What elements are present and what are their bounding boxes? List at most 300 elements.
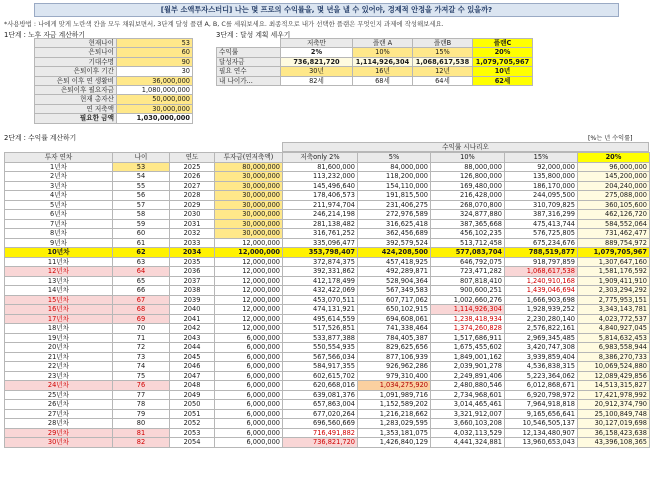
scenario-cell[interactable]: 12,000,000 [215, 295, 283, 305]
plan-cell[interactable]: 10% [353, 48, 413, 57]
scenario-cell: 2043 [170, 333, 215, 343]
scenario-row [5, 229, 650, 239]
scenario-cell: 694,608,061 [358, 314, 431, 324]
scenario-header: 나이 [113, 153, 170, 163]
scenario-row [5, 305, 650, 315]
scenario-cell: 10,546,505,137 [505, 419, 578, 429]
scenario-cell: 14년차 [5, 286, 113, 296]
scenario-cell: 324,877,880 [431, 210, 505, 220]
step1-label: 은퇴이후 기간 [35, 67, 117, 76]
scenario-cell: 1,353,181,075 [358, 428, 431, 438]
scenario-cell: 8,386,270,733 [578, 352, 650, 362]
scenario-header: 연도 [170, 153, 215, 163]
step1-row [35, 57, 193, 66]
step1-value[interactable]: 90 [117, 57, 193, 66]
scenario-cell: 677,020,264 [283, 409, 358, 419]
scenario-row [5, 286, 650, 296]
scenario-header: 투자 연차 [5, 153, 113, 163]
scenario-header: 10% [431, 153, 505, 163]
scenario-cell: 60 [113, 229, 170, 239]
scenario-cell: 4,023,772,537 [578, 314, 650, 324]
scenario-cell: 567,566,034 [283, 352, 358, 362]
scenario-cell: 80 [113, 419, 170, 429]
scenario-row [5, 428, 650, 438]
scenario-cell: 492,289,871 [358, 267, 431, 277]
unit-note: [%는 년 수익률] [588, 135, 633, 142]
scenario-cell: 71 [113, 333, 170, 343]
scenario-cell: 2027 [170, 181, 215, 191]
scenario-row [5, 162, 650, 172]
scenario-row [5, 191, 650, 201]
plan-corner [217, 39, 281, 48]
scenario-cell: 1,079,705,967 [578, 248, 650, 258]
plan-header: 플랜B [413, 39, 473, 48]
scenario-cell: 1,216,218,662 [358, 409, 431, 419]
scenario-cell: 495,614,559 [283, 314, 358, 324]
scenario-cell: 2038 [170, 286, 215, 296]
scenario-cell[interactable]: 6,000,000 [215, 352, 283, 362]
scenario-cell: 412,178,499 [283, 276, 358, 286]
scenario-cell: 457,418,925 [358, 257, 431, 267]
scenario-cell: 268,070,800 [431, 200, 505, 210]
scenario-cell: 20년차 [5, 343, 113, 353]
scenario-cell: 64 [113, 267, 170, 277]
scenario-cell[interactable]: 6,000,000 [215, 362, 283, 372]
scenario-row [5, 172, 650, 182]
plan-row-label: 필요 연수 [217, 67, 281, 76]
scenario-cell: 5년차 [5, 200, 113, 210]
scenario-cell: 2,480,880,546 [431, 381, 505, 391]
scenario-cell: 736,821,720 [283, 438, 358, 448]
scenario-cell: 517,526,851 [283, 324, 358, 334]
scenario-cell: 70 [113, 324, 170, 334]
scenario-cell: 657,863,004 [283, 400, 358, 410]
step1-value[interactable]: 53 [117, 39, 193, 48]
scenario-cell: 1,581,176,592 [578, 267, 650, 277]
scenario-cell: 26년차 [5, 400, 113, 410]
plan-cell: 1,068,617,538 [413, 57, 473, 66]
scenario-cell: 788,519,877 [505, 248, 578, 258]
scenario-cell: 63 [113, 257, 170, 267]
scenario-cell: 462,126,720 [578, 210, 650, 220]
scenario-cell: 25,100,849,748 [578, 409, 650, 419]
scenario-cell: 639,081,376 [283, 390, 358, 400]
scenario-cell[interactable]: 12,000,000 [215, 286, 283, 296]
scenario-cell: 2044 [170, 343, 215, 353]
plan-cell: 1,114,926,304 [353, 57, 413, 66]
plan-cell[interactable]: 16년 [353, 67, 413, 76]
scenario-cell: 1,517,686,911 [431, 333, 505, 343]
step1-label: 연 저축액 [35, 104, 117, 113]
scenario-cell[interactable]: 30,000,000 [215, 191, 283, 201]
scenario-cell: 1,307,647,160 [578, 257, 650, 267]
scenario-cell: 3년차 [5, 181, 113, 191]
scenario-cell: 30년차 [5, 438, 113, 448]
scenario-cell: 84,000,000 [358, 162, 431, 172]
scenario-cell: 43,396,108,365 [578, 438, 650, 448]
step1-label: 현재 총자산 [35, 95, 117, 104]
step2-title: 2단계 : 수익률 계산하기 [4, 134, 77, 142]
plan-row [217, 48, 533, 57]
scenario-row [5, 238, 650, 248]
step1-label: 은퇴 이후 연 생활비 [35, 76, 117, 85]
scenario-cell: 2032 [170, 229, 215, 239]
scenario-cell: 1,238,418,934 [431, 314, 505, 324]
scenario-cell: 1년차 [5, 162, 113, 172]
scenario-cell: 2년차 [5, 172, 113, 182]
scenario-cell: 30,127,019,698 [578, 419, 650, 429]
plan-cell[interactable]: 2% [281, 48, 353, 57]
scenario-cell: 6,983,558,944 [578, 343, 650, 353]
scenario-row [5, 267, 650, 277]
scenario-header: 투자금(연저축액) [215, 153, 283, 163]
scenario-cell: 533,877,388 [283, 333, 358, 343]
scenario-cell: 2036 [170, 267, 215, 277]
scenario-cell: 216,428,000 [431, 191, 505, 201]
scenario-cell[interactable]: 12,000,000 [215, 276, 283, 286]
scenario-cell[interactable]: 6,000,000 [215, 381, 283, 391]
plan-row [217, 57, 533, 66]
scenario-row [5, 419, 650, 429]
scenario-cell: 69 [113, 314, 170, 324]
scenario-cell[interactable]: 6,000,000 [215, 333, 283, 343]
scenario-cell[interactable]: 30,000,000 [215, 181, 283, 191]
scenario-cell[interactable]: 30,000,000 [215, 172, 283, 182]
scenario-cell: 432,422,069 [283, 286, 358, 296]
scenario-cell: 3,014,465,461 [431, 400, 505, 410]
scenario-cell: 191,815,500 [358, 191, 431, 201]
scenario-cell[interactable]: 12,000,000 [215, 324, 283, 334]
scenario-cell[interactable]: 30,000,000 [215, 219, 283, 229]
scenario-header: 5% [358, 153, 431, 163]
scenario-cell: 3,939,859,404 [505, 352, 578, 362]
scenario-cell: 2054 [170, 438, 215, 448]
scenario-cell: 67 [113, 295, 170, 305]
scenario-cell: 72 [113, 343, 170, 353]
scenario-cell: 2037 [170, 276, 215, 286]
plan-row [217, 67, 533, 76]
scenario-cell: 76 [113, 381, 170, 391]
scenario-cell: 1,091,989,716 [358, 390, 431, 400]
scenario-cell: 424,208,500 [358, 248, 431, 258]
scenario-cell: 92,000,000 [505, 162, 578, 172]
scenario-cell: 17년차 [5, 314, 113, 324]
scenario-cell: 353,798,407 [283, 248, 358, 258]
scenario-cell: 24년차 [5, 381, 113, 391]
return-scenario-table [4, 152, 650, 448]
scenario-row [5, 371, 650, 381]
scenario-cell: 1,666,903,698 [505, 295, 578, 305]
scenario-row [5, 181, 650, 191]
scenario-cell: 2,576,822,161 [505, 324, 578, 334]
retirement-fund-table [34, 38, 193, 124]
plan-cell: 1,079,705,967 [473, 57, 533, 66]
scenario-cell: 12년차 [5, 267, 113, 277]
plan-cell: 82세 [281, 76, 353, 85]
scenario-cell: 88,000,000 [431, 162, 505, 172]
scenario-cell: 387,316,299 [505, 210, 578, 220]
scenario-cell: 316,625,418 [358, 219, 431, 229]
scenario-cell: 602,615,702 [283, 371, 358, 381]
scenario-cell: 2,303,294,292 [578, 286, 650, 296]
scenario-cell: 2041 [170, 314, 215, 324]
scenario-cell: 14,513,315,827 [578, 381, 650, 391]
scenario-cell: 275,088,000 [578, 191, 650, 201]
scenario-cell: 15년차 [5, 295, 113, 305]
scenario-cell: 474,131,921 [283, 305, 358, 315]
scenario-row [5, 438, 650, 448]
scenario-cell: 1,152,589,202 [358, 400, 431, 410]
scenario-row [5, 324, 650, 334]
scenario-cell: 2,249,891,406 [431, 371, 505, 381]
scenario-cell[interactable]: 6,000,000 [215, 428, 283, 438]
scenario-row [5, 200, 650, 210]
scenario-cell[interactable]: 6,000,000 [215, 371, 283, 381]
scenario-cell: 3,420,747,308 [505, 343, 578, 353]
scenario-cell: 550,554,935 [283, 343, 358, 353]
scenario-cell: 8년차 [5, 229, 113, 239]
plan-cell[interactable]: 15% [413, 48, 473, 57]
scenario-header: 15% [505, 153, 578, 163]
step1-row [35, 86, 193, 95]
scenario-cell: 4,840,927,045 [578, 324, 650, 334]
scenario-cell: 118,200,000 [358, 172, 431, 182]
scenario-cell: 18년차 [5, 324, 113, 334]
step1-value[interactable]: 36,000,000 [117, 76, 193, 85]
scenario-cell[interactable]: 6,000,000 [215, 409, 283, 419]
scenario-cell: 75 [113, 371, 170, 381]
scenario-cell[interactable]: 12,000,000 [215, 257, 283, 267]
scenario-row [5, 295, 650, 305]
plan-cell: 68세 [353, 76, 413, 85]
scenario-cell: 59 [113, 219, 170, 229]
scenario-cell: 36,158,423,638 [578, 428, 650, 438]
scenario-cell: 53 [113, 162, 170, 172]
scenario-cell: 16년차 [5, 305, 113, 315]
scenario-cell: 3,660,103,208 [431, 419, 505, 429]
scenario-cell: 10,069,524,880 [578, 362, 650, 372]
step1-value[interactable]: 60 [117, 48, 193, 57]
plan-header-row [217, 39, 533, 48]
scenario-row [5, 409, 650, 419]
step1-row [35, 76, 193, 85]
scenario-cell: 528,904,364 [358, 276, 431, 286]
scenario-cell: 5,814,632,453 [578, 333, 650, 343]
scenario-cell[interactable]: 12,000,000 [215, 238, 283, 248]
scenario-cell: 66 [113, 286, 170, 296]
scenario-cell: 178,406,573 [283, 191, 358, 201]
step1-value: 1,030,000,000 [117, 114, 193, 123]
scenario-cell[interactable]: 6,000,000 [215, 419, 283, 429]
scenario-cell: 81,600,000 [283, 162, 358, 172]
scenario-cell: 17,421,978,992 [578, 390, 650, 400]
scenario-cell: 387,365,668 [431, 219, 505, 229]
scenario-cell: 392,579,524 [358, 238, 431, 248]
scenario-cell[interactable]: 6,000,000 [215, 390, 283, 400]
plan-header: 플랜C [473, 39, 533, 48]
scenario-cell: 741,338,464 [358, 324, 431, 334]
scenario-cell: 2030 [170, 210, 215, 220]
scenario-cell: 723,471,282 [431, 267, 505, 277]
scenario-cell: 2033 [170, 238, 215, 248]
step1-value[interactable]: 30,000,000 [117, 104, 193, 113]
scenario-cell: 96,000,000 [578, 162, 650, 172]
scenario-cell: 310,709,825 [505, 200, 578, 210]
plan-cell: 64세 [413, 76, 473, 85]
scenario-cell: 231,406,275 [358, 200, 431, 210]
scenario-cell: 918,797,859 [505, 257, 578, 267]
scenario-cell: 61 [113, 238, 170, 248]
scenario-cell: 23년차 [5, 371, 113, 381]
scenario-row [5, 343, 650, 353]
scenario-cell: 2035 [170, 257, 215, 267]
scenario-row [5, 219, 650, 229]
scenario-cell: 584,552,064 [578, 219, 650, 229]
plan-cell[interactable]: 20% [473, 48, 533, 57]
sheet-title: [월부 소액투자스터디] 나는 몇 프로의 수익률을, 몇 년을 낼 수 있어야, 경제적 안정을 가져갈 수 있을까? [34, 3, 619, 17]
plan-row-label: 수익률 [217, 48, 281, 57]
scenario-cell: 392,331,862 [283, 267, 358, 277]
scenario-cell: 25년차 [5, 390, 113, 400]
scenario-cell: 829,625,656 [358, 343, 431, 353]
scenario-cell: 979,310,400 [358, 371, 431, 381]
scenario-row [5, 333, 650, 343]
scenario-header: 20% [578, 153, 650, 163]
scenario-cell[interactable]: 30,000,000 [215, 210, 283, 220]
scenario-cell: 246,214,198 [283, 210, 358, 220]
scenario-cell: 1,928,939,252 [505, 305, 578, 315]
scenario-cell: 9,165,656,641 [505, 409, 578, 419]
scenario-cell: 2,230,280,140 [505, 314, 578, 324]
scenario-cell: 807,818,410 [431, 276, 505, 286]
scenario-cell: 27년차 [5, 409, 113, 419]
step1-label: 필요한 금액 [35, 114, 117, 123]
scenario-cell: 453,070,511 [283, 295, 358, 305]
scenario-cell: 28년차 [5, 419, 113, 429]
scenario-cell: 4,441,324,881 [431, 438, 505, 448]
scenario-cell: 113,232,000 [283, 172, 358, 182]
scenario-cell: 55 [113, 181, 170, 191]
plan-cell[interactable]: 12년 [413, 67, 473, 76]
scenario-cell[interactable]: 6,000,000 [215, 400, 283, 410]
scenario-cell: 204,240,000 [578, 181, 650, 191]
scenario-cell: 2042 [170, 324, 215, 334]
scenario-cell: 2026 [170, 172, 215, 182]
scenario-cell: 169,480,000 [431, 181, 505, 191]
step1-value[interactable]: 50,000,000 [117, 95, 193, 104]
scenario-cell: 145,496,640 [283, 181, 358, 191]
scenario-cell: 675,234,676 [505, 238, 578, 248]
scenario-cell: 54 [113, 172, 170, 182]
scenario-cell: 360,105,600 [578, 200, 650, 210]
scenario-cell: 2049 [170, 390, 215, 400]
scenario-cell: 889,754,972 [578, 238, 650, 248]
scenario-cell: 926,962,286 [358, 362, 431, 372]
scenario-cell: 135,800,000 [505, 172, 578, 182]
scenario-cell: 74 [113, 362, 170, 372]
scenario-cell: 1,240,910,168 [505, 276, 578, 286]
scenario-cell: 20,912,374,790 [578, 400, 650, 410]
scenario-cell: 12,089,429,856 [578, 371, 650, 381]
plan-cell[interactable]: 10년 [473, 67, 533, 76]
scenario-cell: 19년차 [5, 333, 113, 343]
scenario-cell: 335,096,477 [283, 238, 358, 248]
scenario-cell: 281,138,482 [283, 219, 358, 229]
scenario-cell: 6,920,798,972 [505, 390, 578, 400]
step1-row [35, 104, 193, 113]
scenario-cell[interactable]: 6,000,000 [215, 343, 283, 353]
scenario-cell[interactable]: 80,000,000 [215, 162, 283, 172]
scenario-cell: 5,223,364,062 [505, 371, 578, 381]
scenario-cell[interactable]: 12,000,000 [215, 248, 283, 258]
scenario-row [5, 314, 650, 324]
step1-label: 은퇴나이 [35, 48, 117, 57]
scenario-cell: 11년차 [5, 257, 113, 267]
scenario-cell: 2048 [170, 381, 215, 391]
plan-header: 플랜 A [353, 39, 413, 48]
scenario-cell[interactable]: 12,000,000 [215, 314, 283, 324]
scenario-cell: 29년차 [5, 428, 113, 438]
scenario-cell: 316,761,252 [283, 229, 358, 239]
scenario-cell[interactable]: 12,000,000 [215, 267, 283, 277]
scenario-cell: 877,106,939 [358, 352, 431, 362]
step1-row [35, 67, 193, 76]
scenario-row [5, 381, 650, 391]
scenario-cell[interactable]: 30,000,000 [215, 229, 283, 239]
scenario-cell: 1,068,617,538 [505, 267, 578, 277]
scenario-cell: 3,321,912,007 [431, 409, 505, 419]
scenario-cell: 4,032,113,529 [431, 428, 505, 438]
scenario-title: 수익률 시나리오 [282, 142, 649, 152]
scenario-cell: 1,439,046,694 [505, 286, 578, 296]
scenario-cell: 1,034,275,920 [358, 381, 431, 391]
scenario-cell[interactable]: 30,000,000 [215, 200, 283, 210]
plan-table [216, 38, 533, 86]
scenario-cell[interactable]: 12,000,000 [215, 305, 283, 315]
scenario-cell: 62 [113, 248, 170, 258]
step1-row [35, 95, 193, 104]
scenario-cell: 2052 [170, 419, 215, 429]
scenario-cell: 68 [113, 305, 170, 315]
scenario-header-row [5, 153, 650, 163]
step1-row [35, 39, 193, 48]
scenario-row [5, 352, 650, 362]
scenario-cell: 4년차 [5, 191, 113, 201]
scenario-cell: 1,675,455,602 [431, 343, 505, 353]
scenario-cell: 513,712,458 [431, 238, 505, 248]
scenario-cell: 696,560,669 [283, 419, 358, 429]
scenario-cell: 211,974,704 [283, 200, 358, 210]
scenario-cell[interactable]: 6,000,000 [215, 438, 283, 448]
scenario-cell: 10년차 [5, 248, 113, 258]
step3-title: 3단계 : 달성 계획 세우기 [216, 31, 291, 39]
scenario-cell: 6,012,868,671 [505, 381, 578, 391]
scenario-cell: 79 [113, 409, 170, 419]
scenario-cell: 2053 [170, 428, 215, 438]
scenario-cell: 650,102,915 [358, 305, 431, 315]
scenario-cell: 2046 [170, 362, 215, 372]
scenario-cell: 2,969,345,485 [505, 333, 578, 343]
scenario-cell: 12,134,480,907 [505, 428, 578, 438]
scenario-cell: 475,413,744 [505, 219, 578, 229]
scenario-cell: 567,349,583 [358, 286, 431, 296]
scenario-row [5, 248, 650, 258]
scenario-cell: 77 [113, 390, 170, 400]
scenario-cell: 154,110,000 [358, 181, 431, 191]
scenario-cell: 1,002,660,276 [431, 295, 505, 305]
scenario-cell: 1,114,926,304 [431, 305, 505, 315]
plan-cell[interactable]: 30년 [281, 67, 353, 76]
